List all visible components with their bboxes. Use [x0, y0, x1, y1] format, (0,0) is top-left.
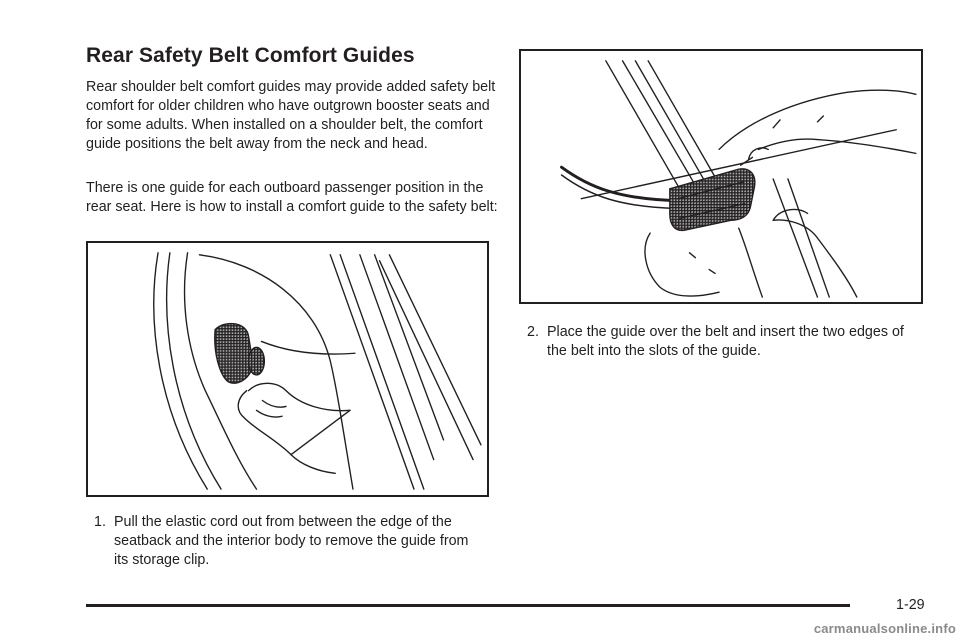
section-title: Rear Safety Belt Comfort Guides	[86, 44, 415, 67]
step-1	[94, 513, 486, 570]
belt-insertion-illustration	[519, 49, 923, 304]
step-text: Place the guide over the belt and insert the two edges of the belt into the slots of the guide.	[547, 324, 904, 359]
intro-paragraph: Rear shoulder belt comfort guides may provide added safety belt comfort for older children who have outgrown booster seats and for some adults. When installed on a shoulder belt, the comfort guide positions the belt away from the neck and head.	[86, 79, 496, 152]
guide-count-paragraph: There is one guide for each outboard passenger position in the rear seat. Here is how to install a comfort guide to the safety belt:	[86, 180, 498, 215]
footer-rule	[86, 604, 850, 607]
watermark: carmanualsonline.info	[813, 621, 956, 636]
step-number: 1.	[94, 514, 106, 530]
page-number: 1-29	[896, 597, 925, 613]
step-text: Pull the elastic cord out from between the edge of the seatback and the interior body to remove the guide from its storage clip.	[114, 514, 469, 568]
step-number: 2.	[527, 324, 539, 340]
storage-clip-illustration	[86, 241, 489, 497]
step-2	[527, 323, 923, 361]
